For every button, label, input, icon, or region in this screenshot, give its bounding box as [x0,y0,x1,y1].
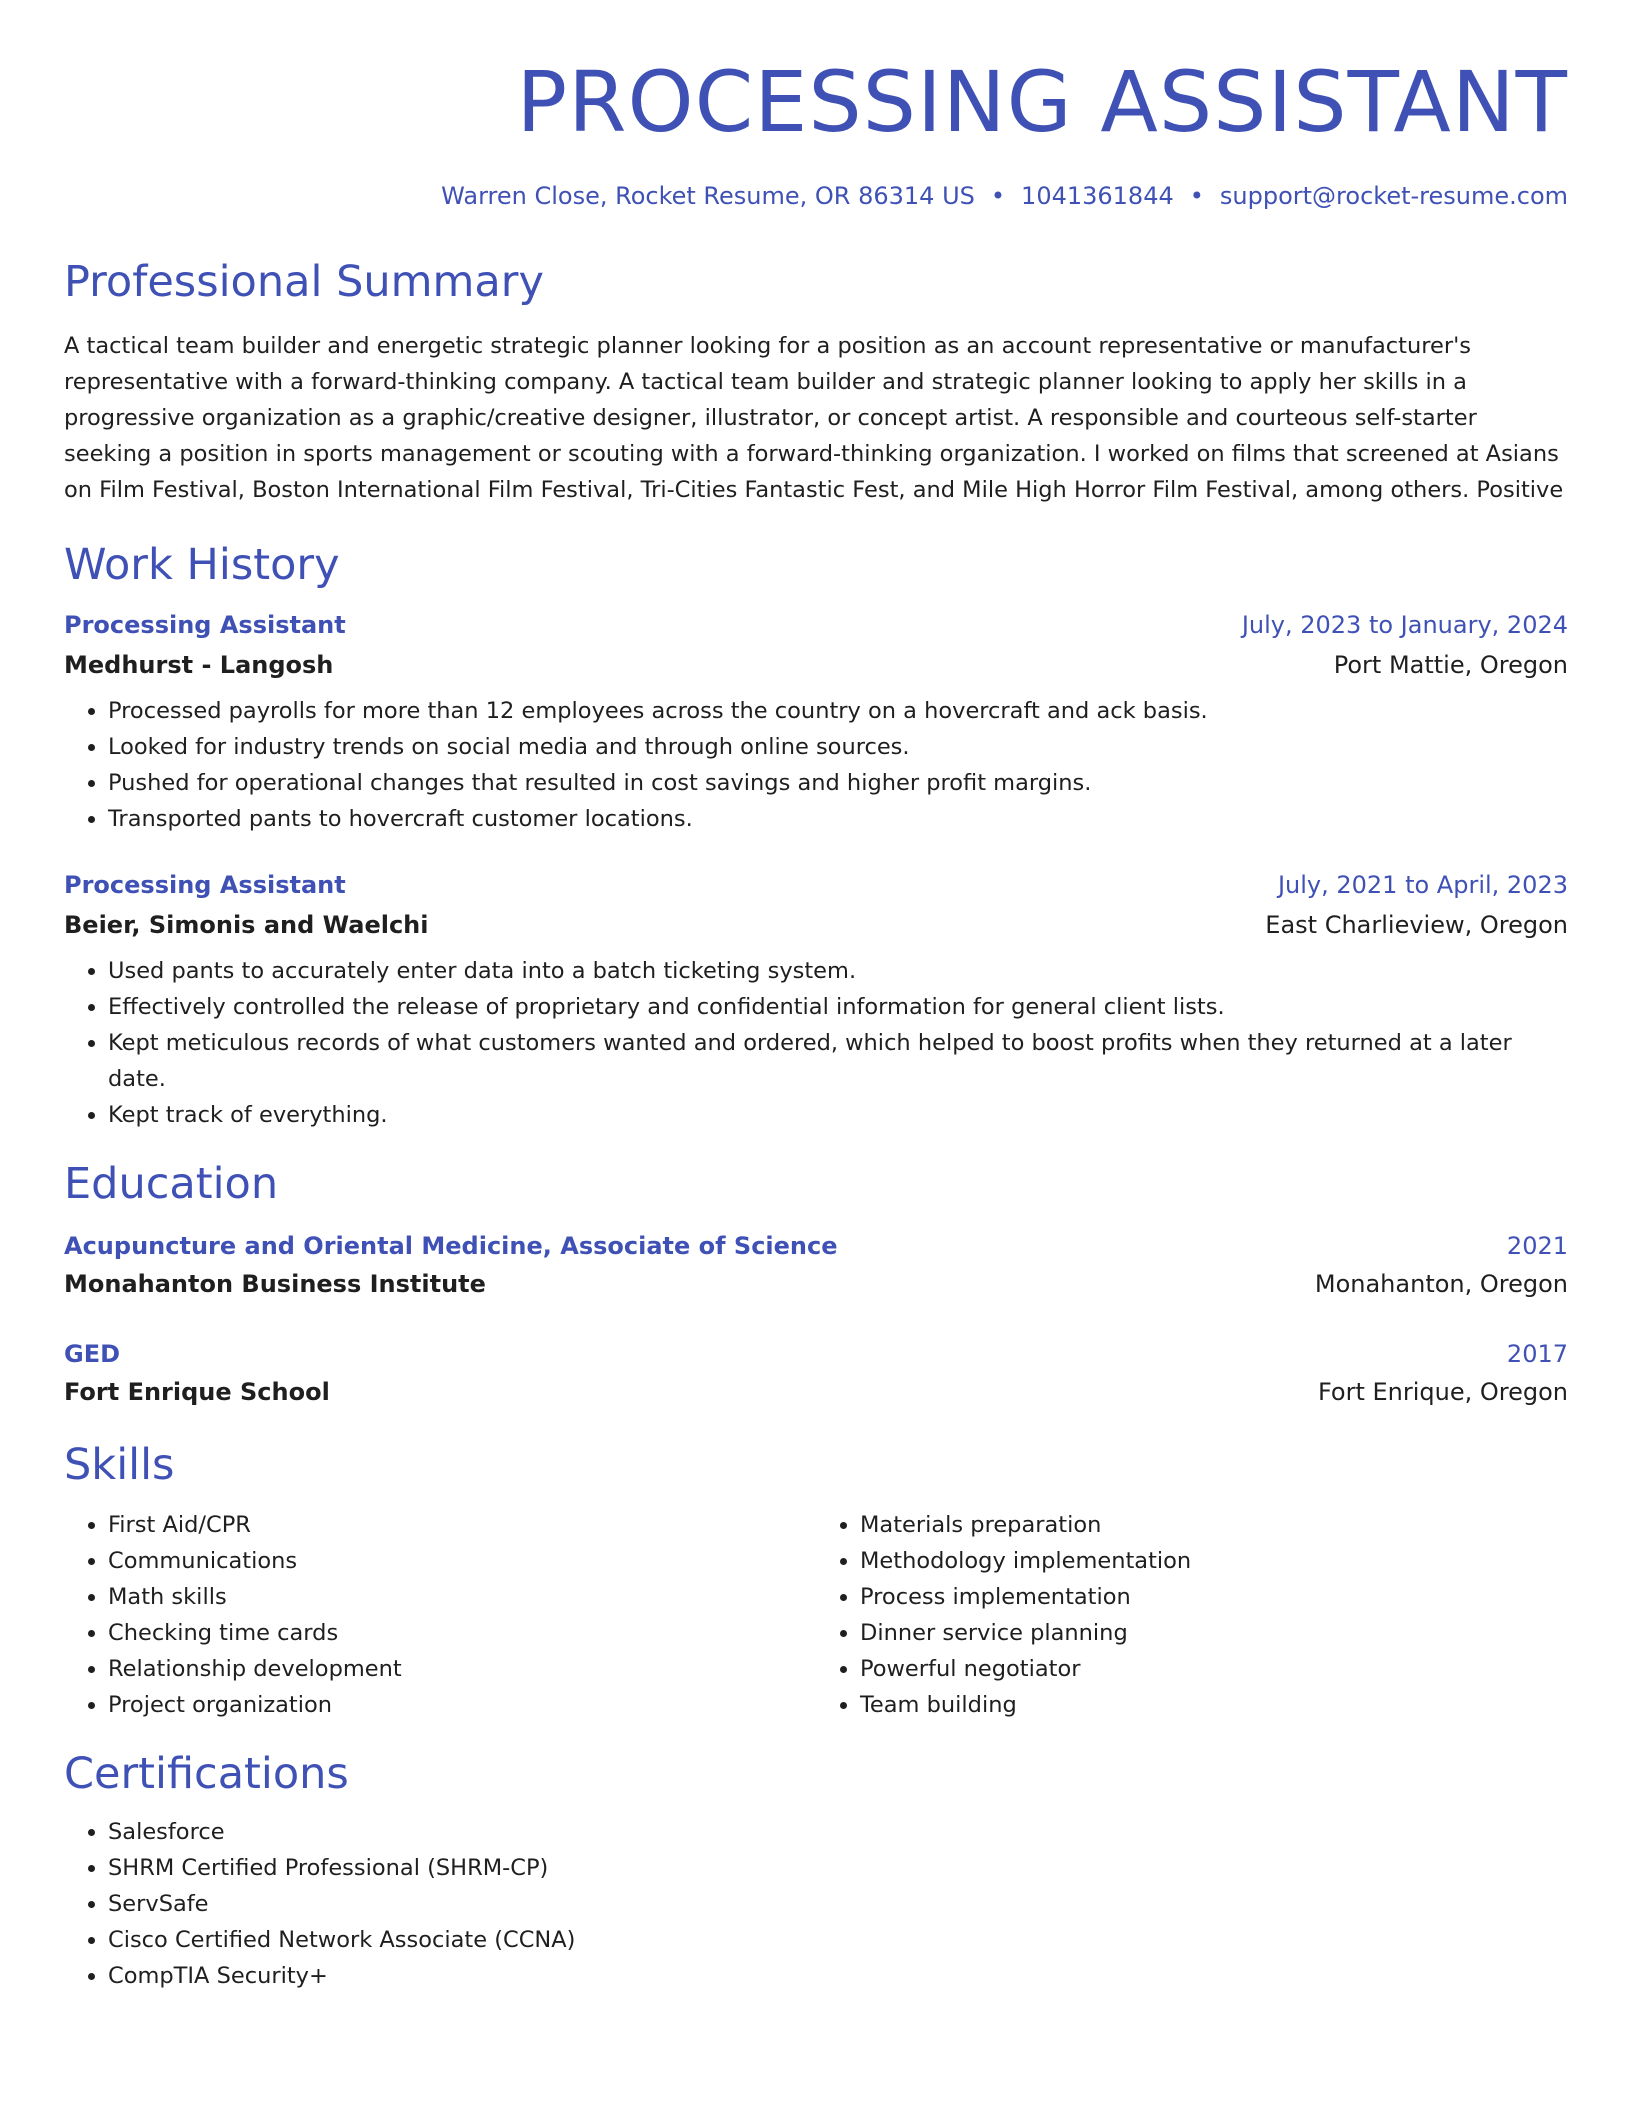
skill-item: • Checking time cards [108,1615,816,1651]
job-title: Processing Assistant [64,611,346,639]
skills-list-left [64,1507,816,1723]
certifications-list [64,1814,1568,1994]
certification-item: • Cisco Certified Network Associate (CCNA) [108,1922,1568,1958]
education-degree: Acupuncture and Oriental Medicine, Associate of Science [64,1232,838,1260]
education-school-row [64,1380,1568,1404]
job-dates: July, 2021 to April, 2023 [1277,871,1568,899]
summary-text: A tactical team builder and energetic strategic planner looking for a position as an account representative or manufacturer's representative with a forward-thinking company. A tactical team builder and strategic planner looking to apply her skills in a progressive organization as a graphic/creative designer, illustrator, or concept artist. A responsible and courteous self-starter seeking a position in sports management or scouting with a forward-thinking organization. I worked on films that screened at Asians on Film Festival, Boston International Film Festival, Tri-Cities Fantastic Fest, and Mile High Horror Film Festival, among others. Positive [64,333,1564,503]
job-bullet: • Used pants to accurately enter data into a batch ticketing system. [108,953,1568,989]
skill-item: • Dinner service planning [860,1615,1568,1651]
job-title-row [64,873,1568,897]
skill-item: • Materials preparation [860,1507,1568,1543]
education-school: Monahanton Business Institute [64,1270,486,1298]
skill-item: • First Aid/CPR [108,1507,816,1543]
skill-item: • Math skills [108,1579,816,1615]
skill-item: • Project organization [108,1687,816,1723]
education-heading: Education [64,1159,279,1209]
job-bullet: • Processed payrolls for more than 12 employees across the country on a hovercraft and ack basis. [108,693,1568,729]
education-location: Monahanton, Oregon [1314,1270,1568,1298]
job-entry [64,873,1568,1133]
education-year: 2017 [1506,1340,1568,1368]
job-title: Processing Assistant [64,871,346,899]
skills-grid [64,1507,1568,1723]
skill-item: • Powerful negotiator [860,1651,1568,1687]
job-bullet: • Transported pants to hovercraft customer locations. [108,801,1568,837]
certification-item: • Salesforce [108,1814,1568,1850]
job-bullet: • Looked for industry trends on social media and through online sources. [108,729,1568,765]
skill-item: • Methodology implementation [860,1543,1568,1579]
contact-separator: • [990,182,1006,210]
certifications-heading: Certifications [64,1749,349,1799]
education-school: Fort Enrique School [64,1378,330,1406]
summary-heading: Professional Summary [64,257,544,307]
job-company: Beier, Simonis and Waelchi [64,911,429,939]
job-bullets [64,693,1568,837]
job-bullet: • Pushed for operational changes that resulted in cost savings and higher profit margins. [108,765,1568,801]
education-entry [64,1234,1568,1296]
certification-item: • ServSafe [108,1886,1568,1922]
certification-item: • CompTIA Security+ [108,1958,1568,1994]
contact-line [64,184,1568,208]
skills-list-right [816,1507,1568,1723]
skill-item: • Process implementation [860,1579,1568,1615]
work-history-heading: Work History [64,540,340,590]
job-location: East Charlieview, Oregon [1265,911,1568,939]
education-degree: GED [64,1340,121,1368]
job-company: Medhurst - Langosh [64,651,334,679]
job-dates: July, 2023 to January, 2024 [1241,611,1568,639]
job-bullet: • Kept track of everything. [108,1097,1568,1133]
skill-item: • Relationship development [108,1651,816,1687]
job-bullets [64,953,1568,1133]
education-degree-row [64,1234,1568,1258]
resume-name: PROCESSING ASSISTANT [516,53,1568,151]
skill-item: • Team building [860,1687,1568,1723]
job-bullet: • Effectively controlled the release of proprietary and confidential information for general client lists. [108,989,1568,1025]
education-degree-row [64,1342,1568,1366]
job-company-row [64,913,1568,937]
job-bullet: • Kept meticulous records of what customers wanted and ordered, which helped to boost profits when they returned at a later date. [108,1025,1568,1097]
job-location: Port Mattie, Oregon [1333,651,1568,679]
certification-item: • SHRM Certified Professional (SHRM-CP) [108,1850,1568,1886]
education-school-row [64,1272,1568,1296]
contact-address: Warren Close, Rocket Resume, OR 86314 US [441,182,975,210]
skills-heading: Skills [64,1440,175,1490]
job-entry [64,613,1568,837]
job-company-row [64,653,1568,677]
education-entry [64,1342,1568,1404]
contact-phone: 1041361844 [1021,182,1174,210]
contact-email: support@rocket-resume.com [1219,182,1568,210]
contact-separator: • [1189,182,1204,210]
education-location: Fort Enrique, Oregon [1317,1378,1568,1406]
job-title-row [64,613,1568,637]
skill-item: • Communications [108,1543,816,1579]
education-year: 2021 [1506,1232,1568,1260]
